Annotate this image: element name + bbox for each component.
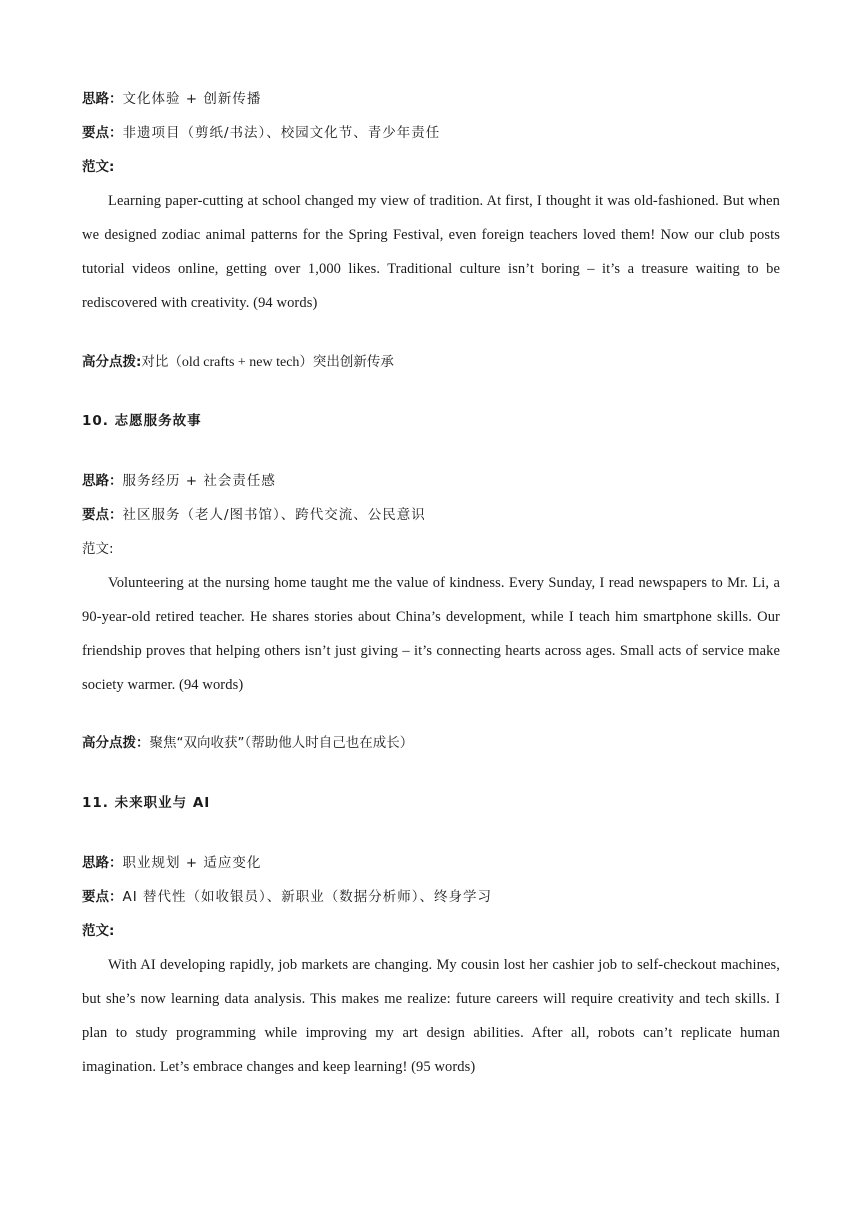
points-label: 要点： bbox=[82, 125, 123, 141]
sample-essay: Learning paper-cutting at school changed my view of tradition. At first, I thought it was old-fashioned. But when we designed zodiac animal patterns for the Spring Festival, even foreign teachers loved them! Now our club posts tutorial videos online, getting over 1,000 likes. Traditional culture isn’t boring – it’s a treasure waiting to be rediscovered with creativity. (94 words) bbox=[82, 193, 780, 311]
tip-text-en: old crafts + new tech bbox=[181, 355, 300, 370]
tip-text-a: 对比（ bbox=[141, 354, 182, 370]
sample-essay: Volunteering at the nursing home taught me the value of kindness. Every Sunday, I read newspapers to Mr. Li, a 90-year-old retired teacher. He shares stories about China’s development, while I teach him smartphone skills. Our friendship proves that helping others isn’t just giving – it’s connecting hearts across ages. Small acts of service make society warmer. (94 words) bbox=[82, 575, 780, 693]
section-heading bbox=[82, 793, 780, 813]
idea-label: 思路： bbox=[82, 473, 123, 489]
section-11-heading: 11. 未来职业与 AI bbox=[82, 795, 211, 811]
section-heading bbox=[82, 411, 780, 431]
section-10-heading: 10. 志愿服务故事 bbox=[82, 413, 202, 429]
sample-label: 范文: bbox=[82, 541, 114, 557]
tip-line bbox=[82, 733, 780, 753]
sample-label-line bbox=[82, 157, 780, 177]
points-label: 要点： bbox=[82, 507, 123, 523]
points-line bbox=[82, 887, 780, 907]
sample-label: 范文: bbox=[82, 923, 115, 939]
points-text: 非遗项目（剪纸/书法）、校园文化节、青少年责任 bbox=[122, 125, 441, 141]
points-line bbox=[82, 505, 780, 525]
tip-text: 聚焦“双向收获”（帮助他人时自己也在成长） bbox=[149, 735, 414, 751]
idea-text: 文化体验 + 创新传播 bbox=[122, 91, 262, 107]
idea-label: 思路： bbox=[82, 91, 123, 107]
tip-label: 高分点拨： bbox=[82, 735, 150, 751]
sample-label-line bbox=[82, 539, 780, 559]
points-line bbox=[82, 123, 780, 143]
sample-label: 范文: bbox=[82, 159, 115, 175]
points-text: 社区服务（老人/图书馆）、跨代交流、公民意识 bbox=[122, 507, 426, 523]
tip-label: 高分点拨: bbox=[82, 354, 142, 370]
idea-label: 思路： bbox=[82, 855, 123, 871]
tip-line bbox=[82, 352, 780, 373]
tip-text-b: ）突出创新传承 bbox=[299, 354, 394, 370]
sample-essay: With AI developing rapidly, job markets are changing. My cousin lost her cashier job to self-checkout machines, but she’s now learning data analysis. This makes me realize: future careers will require creativity and tech skills. I plan to study programming while improving my art design abilities. After all, robots can’t replicate human imagination. Let’s embrace changes and keep learning! (95 words) bbox=[82, 957, 780, 1075]
idea-text: 服务经历 + 社会责任感 bbox=[122, 473, 276, 489]
points-label: 要点： bbox=[82, 889, 123, 905]
idea-line bbox=[82, 471, 780, 491]
points-text: AI 替代性（如收银员）、新职业（数据分析师）、终身学习 bbox=[122, 889, 493, 905]
idea-line bbox=[82, 89, 780, 109]
idea-text: 职业规划 + 适应变化 bbox=[122, 855, 262, 871]
idea-line bbox=[82, 853, 780, 873]
sample-label-line bbox=[82, 921, 780, 941]
